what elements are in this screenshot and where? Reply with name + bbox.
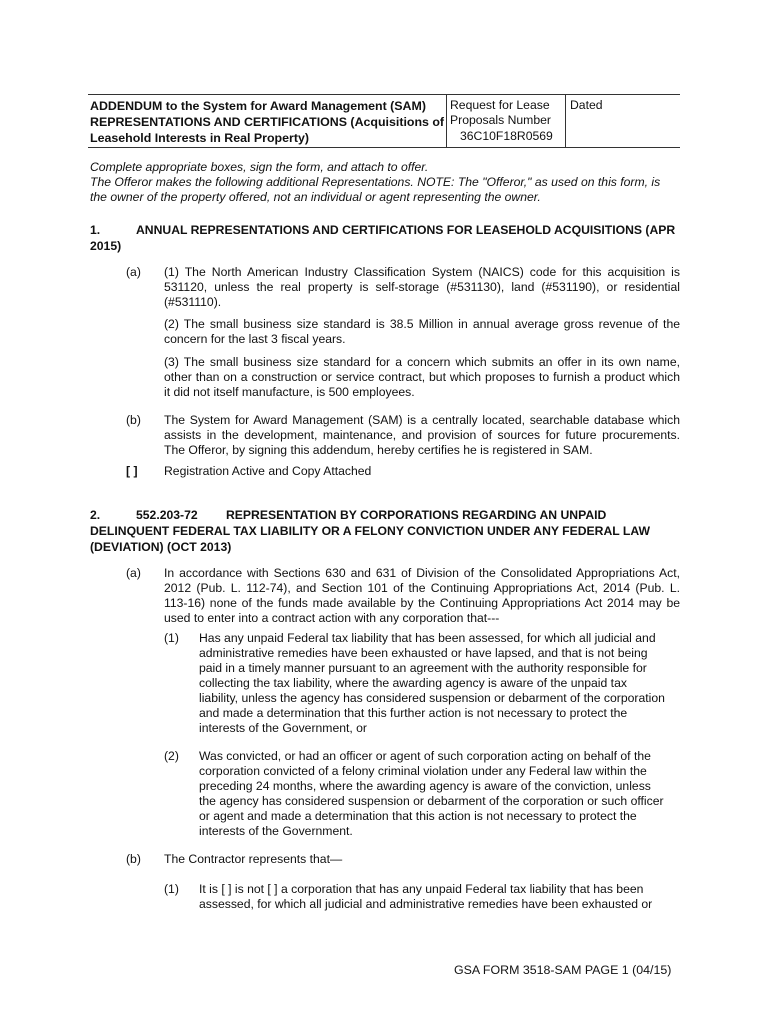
section-heading: REPRESENTATION BY CORPORATIONS REGARDING AN UNPAID <box>226 508 607 522</box>
item-label: (b) <box>126 413 141 427</box>
paragraph: Has any unpaid Federal tax liability that has been assessed, for which all judicial and administrative remedies have been exhausted or have lapsed, and that is not being paid in a timely manner pursuant to an agreement with the authority responsible for collecting the tax liability, where the awarding agency is aware of the unpaid tax liability, unless the agency has considered suspension or debarment of the corporation and made a determination that this further action is not necessary to protect the interests of the Government, or <box>199 631 665 735</box>
dated-label: Dated <box>570 98 603 112</box>
registration-checkbox[interactable]: [ ] <box>126 464 138 478</box>
section-number: 2. <box>90 508 101 522</box>
section-1-title <box>90 222 680 254</box>
section-number: 1. <box>90 223 101 237</box>
header-divider <box>446 95 447 147</box>
intro-instructions <box>90 160 680 205</box>
item-label: (a) <box>126 566 141 580</box>
paragraph: The Contractor represents that— <box>164 852 343 866</box>
item-label: (b) <box>126 852 141 866</box>
page-footer: GSA FORM 3518-SAM PAGE 1 (04/15) <box>454 963 672 977</box>
rfl-label: Request for Lease Proposals Number <box>450 98 551 127</box>
form-header-table <box>88 94 680 148</box>
section-heading: DELINQUENT FEDERAL TAX LIABILITY OR A FELONY CONVICTION UNDER ANY FEDERAL LAW (DEVIATION) (OCT 2013) <box>90 524 650 554</box>
header-divider <box>565 95 566 147</box>
clause-number: 552.203-72 <box>136 508 198 522</box>
rfl-number: 36C10F18R0569 <box>460 129 553 143</box>
paragraph: The System for Award Management (SAM) is a centrally located, searchable database which assists in the development, maintenance, and provision of sources for future procurements. The Offeror, by signing this addendum, hereby certifies he is registered in SAM. <box>164 413 680 457</box>
section-2-title <box>90 507 680 555</box>
paragraph: (1) The North American Industry Classification System (NAICS) code for this acquisition is 531120, unless the real property is self-storage (#531130), land (#531190), or residential (#531110). <box>164 265 680 309</box>
item-label: (1) <box>164 882 179 896</box>
paragraph: (3) The small business size standard for a concern which submits an offer in its own name, other than on a construction or service contract, but which proposes to furnish a product which it did not itself manufacture, is 500 employees. <box>164 355 680 399</box>
intro-line: The Offeror makes the following additional Representations. NOTE: The "Offeror," as used on this form, is the owner of the property offered, not an individual or agent representing the owner. <box>90 175 661 204</box>
section-heading: ANNUAL REPRESENTATIONS AND CERTIFICATIONS FOR LEASEHOLD ACQUISITIONS (APR 2015) <box>90 223 676 253</box>
item-label: (2) <box>164 749 179 763</box>
checkbox-label: Registration Active and Copy Attached <box>164 464 372 478</box>
paragraph: In accordance with Sections 630 and 631 of Division of the Consolidated Appropriations Act, 2012 (Pub. L. 112-74), and Section 101 of the Continuing Appropriations Act, 2014 (Pub. L. 113-16) none of the funds made available by the Continuing Appropriations Act 2014 may be used to enter into a contract action with any corporation that--- <box>164 566 680 625</box>
form-title: ADDENDUM to the System for Award Management (SAM) REPRESENTATIONS AND CERTIFICATIONS (Acquisitions of Leasehold Interests in Real Property) <box>90 99 445 145</box>
paragraph: (2) The small business size standard is 38.5 Million in annual average gross revenue of the concern for the last 3 fiscal years. <box>164 317 680 346</box>
paragraph: It is [ ] is not [ ] a corporation that has any unpaid Federal tax liability that has been assessed, for which all judicial and administrative remedies have been exhausted or <box>199 882 653 911</box>
item-label: (1) <box>164 631 179 645</box>
intro-line: Complete appropriate boxes, sign the form, and attach to offer. <box>90 160 429 174</box>
paragraph: Was convicted, or had an officer or agent of such corporation acting on behalf of the corporation convicted of a felony criminal violation under any Federal law within the preceding 24 months, where the awarding agency is aware of the conviction, unless the agency has considered suspension or debarment of the corporation or such officer or agent and made a determination that this action is not necessary to protect the interests of the Government. <box>199 749 664 838</box>
item-label: (a) <box>126 265 141 279</box>
